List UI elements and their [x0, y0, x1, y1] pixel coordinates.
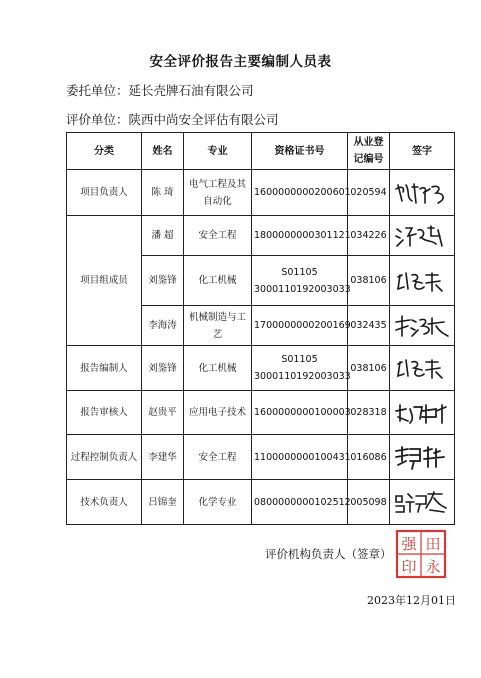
evaluator-label: 评价单位： [66, 112, 129, 127]
staff-table [66, 132, 455, 525]
cell-major: 安全工程 [184, 435, 252, 480]
cell-category: 报告编制人 [67, 346, 142, 391]
client-value: 延长壳牌石油有限公司 [128, 83, 254, 98]
handwritten-signature [392, 354, 452, 382]
cell-name: 陈 琦 [142, 170, 184, 216]
header-reg-line1: 从业登 [353, 137, 384, 148]
header-reg [348, 133, 390, 170]
cell-category: 项目组成员 [67, 216, 142, 346]
cell-name: 吕锦奎 [142, 480, 184, 525]
cell-signature [390, 170, 455, 216]
cell-signature [390, 216, 455, 256]
cert-line1: S01105 [281, 354, 318, 365]
cell-category: 过程控制负责人 [67, 435, 142, 480]
major-line2: 自动化 [203, 195, 232, 207]
cell-name: 李海涛 [142, 306, 184, 346]
table-row [67, 435, 455, 480]
handwritten-signature [392, 222, 452, 250]
table-row [67, 480, 455, 525]
cell-major: 化工机械 [184, 256, 252, 306]
document-date: 2023年12月01日 [367, 594, 456, 607]
cell-cert: 0800000000102512 [252, 480, 348, 525]
handwritten-signature [392, 443, 452, 471]
cell-name: 刘鉴锋 [142, 346, 184, 391]
cell-signature [390, 346, 455, 391]
table-row [67, 346, 455, 391]
cell-reg: 034226 [348, 216, 390, 256]
cell-signature [390, 391, 455, 435]
cell-name: 刘鉴锋 [142, 256, 184, 306]
header-category: 分类 [67, 133, 142, 170]
handwritten-signature [392, 488, 452, 516]
cell-reg: 032435 [348, 306, 390, 346]
document-title: 安全评价报告主要编制人员表 [149, 54, 332, 70]
cell-major [184, 170, 252, 216]
handwritten-signature [392, 179, 452, 207]
major-line2: 艺 [212, 328, 223, 340]
cell-signature [390, 306, 455, 346]
cell-major: 化工机械 [184, 346, 252, 391]
cell-reg: 038106 [348, 256, 390, 306]
cell-reg: 028318 [348, 391, 390, 435]
header-name: 姓名 [142, 133, 184, 170]
seal-char: 田 [425, 535, 441, 553]
cell-name: 李建华 [142, 435, 184, 480]
red-seal [395, 529, 447, 579]
table-row [67, 216, 455, 256]
cell-cert: 1700000000200169 [252, 306, 348, 346]
cell-major: 应用电子技术 [184, 391, 252, 435]
cell-category: 技术负责人 [67, 480, 142, 525]
cell-cert: 1600000000200601 [252, 170, 348, 216]
cell-category: 报告审核人 [67, 391, 142, 435]
cell-reg: 005098 [348, 480, 390, 525]
cell-cert [252, 256, 351, 306]
seal-char: 强 [401, 535, 417, 553]
handwritten-signature [392, 399, 452, 427]
table-row [67, 170, 455, 216]
seal-char: 永 [425, 558, 441, 576]
cell-signature [390, 435, 455, 480]
table-header-row [67, 133, 455, 170]
client-unit [66, 81, 254, 99]
cell-category: 项目负责人 [67, 170, 142, 216]
cell-signature [390, 480, 455, 525]
evaluator-unit [66, 110, 279, 128]
header-reg-line2: 记编号 [353, 154, 384, 165]
cell-signature [390, 256, 455, 306]
major-line1: 电气工程及其 [188, 178, 246, 190]
cell-major: 安全工程 [184, 216, 252, 256]
handwritten-signature [392, 312, 452, 340]
cert-line1: S01105 [281, 266, 318, 278]
major-line1: 机械制造与工 [188, 311, 246, 323]
cell-name: 赵贵平 [142, 391, 184, 435]
seal-char: 印 [401, 558, 417, 576]
cell-name: 潘 超 [142, 216, 184, 256]
cell-cert: 1100000000100431 [252, 435, 348, 480]
handwritten-signature [392, 267, 452, 295]
cell-major: 化学专业 [184, 480, 252, 525]
client-label: 委托单位： [66, 83, 129, 98]
header-sign: 签字 [390, 133, 455, 170]
header-cert: 资格证书号 [252, 133, 348, 170]
cell-reg: 016086 [348, 435, 390, 480]
cell-reg: 020594 [348, 170, 390, 216]
cell-cert [252, 346, 351, 391]
cert-line2: 3000110192003033 [254, 371, 351, 382]
table-row [67, 391, 455, 435]
cell-cert: 1800000000301121 [252, 216, 348, 256]
cell-cert: 1600000000100003 [252, 391, 348, 435]
cell-major [184, 306, 252, 346]
header-major: 专业 [184, 133, 252, 170]
signature-note: 评价机构负责人（签章） [265, 547, 392, 561]
cert-line2: 3000110192003033 [254, 283, 351, 295]
cell-reg: 038106 [348, 346, 390, 391]
evaluator-value: 陕西中尚安全评估有限公司 [128, 112, 279, 127]
